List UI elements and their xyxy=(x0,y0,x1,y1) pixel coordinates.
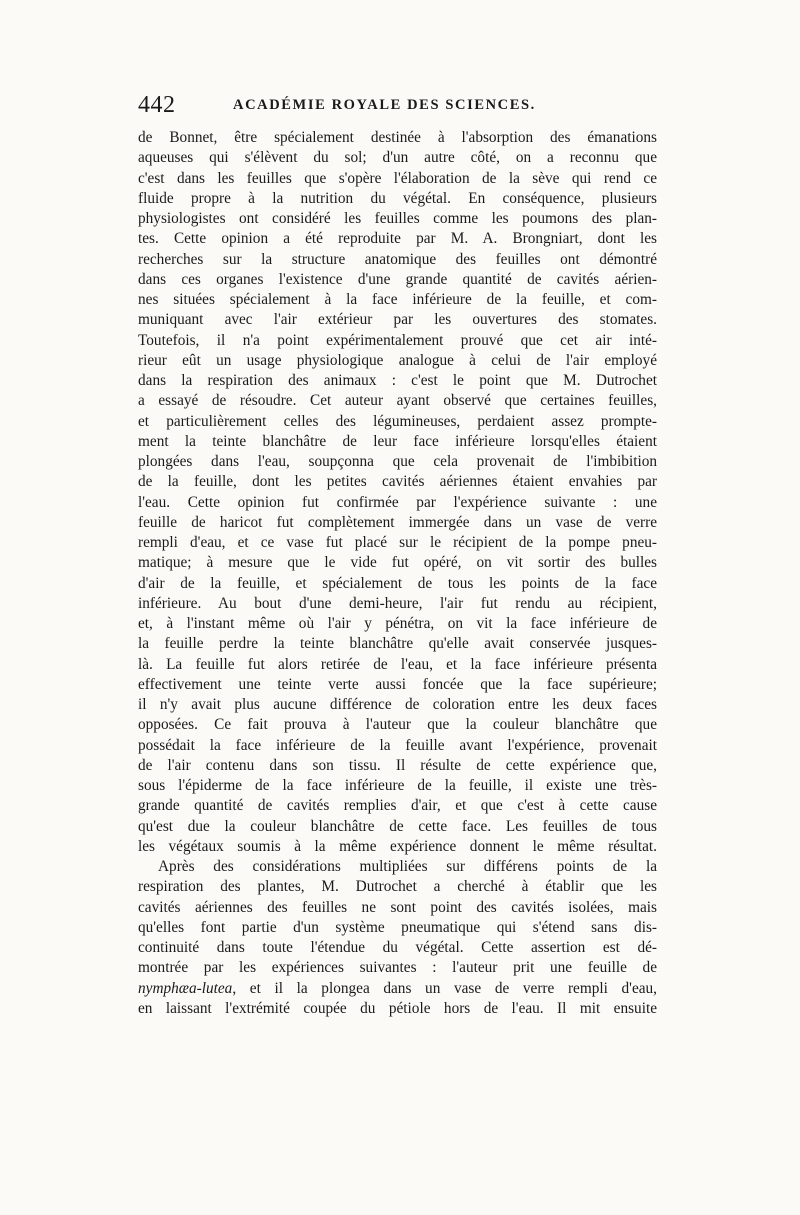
text-line: d'air de la feuille, et spécialement de tous les points de la face xyxy=(138,574,657,592)
text-line: sous l'épiderme de la face inférieure de la feuille, il existe une très- xyxy=(138,777,657,794)
running-title: ACADÉMIE ROYALE DES SCIENCES. xyxy=(233,97,536,113)
text-line: possédait la face inférieure de la feuille avant l'expérience, provenait xyxy=(138,736,657,754)
text-line: tes. Cette opinion a été reproduite par M. A. Brongniart, dont les xyxy=(138,230,657,248)
text-line: qu'est due la couleur blanchâtre de cette face. Les feuilles de tous xyxy=(138,817,657,835)
text-line: de la feuille, dont les petites cavités aériennes étaient envahies par xyxy=(138,473,657,491)
text-line: Toutefois, il n'a point expérimentalement prouvé que cet air inté- xyxy=(138,331,657,349)
page-header xyxy=(138,92,668,124)
text-line: dans la respiration des animaux : c'est le point que M. Dutrochet xyxy=(138,372,657,389)
text-line: physiologistes ont considéré les feuilles comme les poumons des plan- xyxy=(138,210,657,227)
text-line: cavités aériennes des feuilles ne sont point des cavités isolées, mais xyxy=(138,898,657,916)
text-line: de l'air contenu dans son tissu. Il résulte de cette expérience que, xyxy=(138,756,657,774)
text-line: aqueuses qui s'élèvent du sol; d'un autre côté, on a reconnu que xyxy=(138,149,657,167)
text-line: a essayé de résoudre. Cet auteur ayant observé que certaines feuilles, xyxy=(138,392,657,410)
text-line: respiration des plantes, M. Dutrochet a cherché à établir que les xyxy=(138,878,657,896)
text-line: l'eau. Cette opinion fut confirmée par l'expérience suivante : une xyxy=(138,493,657,511)
text-line: la feuille perdre la teinte blanchâtre qu'elle avait conservée jusques- xyxy=(138,635,657,653)
text-line: montrée par les expériences suivantes : l'auteur prit une feuille de xyxy=(138,959,657,977)
text-line: feuille de haricot fut complètement immergée dans un vase de verre xyxy=(138,513,657,531)
text-line: c'est dans les feuilles que s'opère l'élaboration de la sève qui rend ce xyxy=(138,169,657,187)
body-text xyxy=(138,128,657,1019)
text-line: matique; à mesure que le vide fut opéré, on vit sortir des bulles xyxy=(138,554,657,572)
text-line: effectivement une teinte verte aussi foncée que la face supérieure; xyxy=(138,675,657,693)
text-line: ment la teinte blanchâtre de leur face inférieure lorsqu'elles étaient xyxy=(138,432,657,450)
text-line: plongées dans l'eau, soupçonna que cela provenait de l'imbibition xyxy=(138,453,657,470)
text-line: dans ces organes l'existence d'une grande quantité de cavités aérien- xyxy=(138,270,657,288)
text-line: et particulièrement celles des légumineuses, perdaient assez prompte- xyxy=(138,412,657,430)
species-name: nymphæa-lutea xyxy=(138,979,233,997)
page-number: 442 xyxy=(138,92,176,118)
text-line: de Bonnet, être spécialement destinée à l'absorption des émanations xyxy=(138,129,657,146)
text-line: rieur eût un usage physiologique analogue à celui de l'air employé xyxy=(138,351,657,369)
text-line: fluide propre à la nutrition du végétal. En conséquence, plusieurs xyxy=(138,189,657,207)
paragraph-first-line: Après des considérations multipliées sur différens points de la xyxy=(158,858,657,875)
text-line: continuité dans toute l'étendue du végétal. Cette assertion est dé- xyxy=(138,939,657,956)
text-line: recherches sur la structure anatomique des feuilles ont démontré xyxy=(138,250,657,268)
text-line-with-italic: nymphæa-lutea, et il la plongea dans un vase de verre rempli d'eau, xyxy=(138,979,657,997)
text-line: muniquant avec l'air extérieur par les ouvertures des stomates. xyxy=(138,311,657,329)
text-line: rempli d'eau, et ce vase fut placé sur le récipient de la pompe pneu- xyxy=(138,534,657,551)
text-line: les végétaux soumis à la même expérience donnent le même résultat. xyxy=(138,837,657,855)
text-line: inférieure. Au bout d'une demi-heure, l'air fut rendu au récipient, xyxy=(138,594,657,612)
text-line: là. La feuille fut alors retirée de l'eau, et la face inférieure présenta xyxy=(138,655,657,673)
text-line: et, à l'instant même où l'air y pénétra, on vit la face inférieure de xyxy=(138,615,657,632)
text-line: opposées. Ce fait prouva à l'auteur que la couleur blanchâtre que xyxy=(138,716,657,734)
text-line: qu'elles font partie d'un système pneumatique qui s'étend sans dis- xyxy=(138,918,657,936)
text-line: en laissant l'extrémité coupée du pétiole hors de l'eau. Il mit ensuite xyxy=(138,999,657,1017)
text-line: nes situées spécialement à la face inférieure de la feuille, et com- xyxy=(138,291,657,308)
text-line: il n'y avait plus aucune différence de coloration entre les deux faces xyxy=(138,696,657,713)
text-line: grande quantité de cavités remplies d'air, et que c'est à cette cause xyxy=(138,797,657,815)
